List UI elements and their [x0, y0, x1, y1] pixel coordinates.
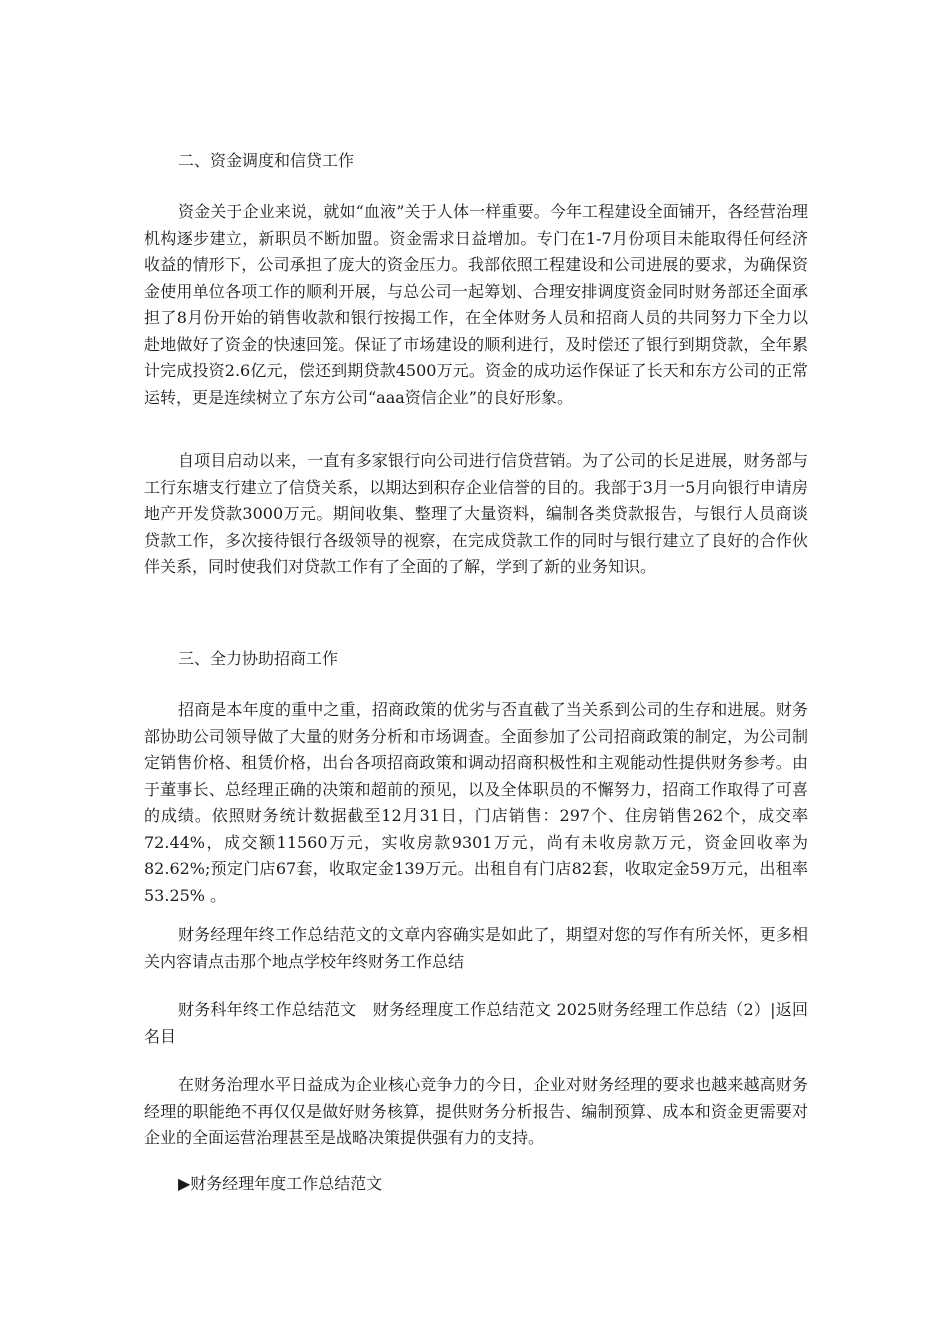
section-2-paragraph-1: 资金关于企业来说，就如“血液”关于人体一样重要。今年工程建设全面铺开，各经营治理机构逐步建立，新职员不断加盟。资金需求日益增加。专门在1-7月份项目未能取得任何经济收益的情形下，公司承担了庞大的资金压力。我部依照工程建设和公司进展的要求，为确保资金使用单位各项工作的顺利开展，与总公司一起筹划、合理安排调度资金同时财务部还全面承担了8月份开始的销售收款和银行按揭工作，在全体财务人员和招商人员的共同努力下全力以赴地做好了资金的快速回笼。保证了市场建设的顺利进行，及时偿还了银行到期贷款，全年累计完成投资2.6亿元，偿还到期贷款4500万元。资金的成功运作保证了长天和东方公司的正常运转，更是连续树立了东方公司“aaa资信企业”的良好形象。 — [144, 202, 808, 407]
section-3-paragraph-1: 招商是本年度的重中之重，招商政策的优劣与否直截了当关系到公司的生存和进展。财务部协助公司领导做了大量的财务分析和市场调查。全面参加了公司招商政策的制定，为公司制定销售价格、租赁价格，出台各项招商政策和调动招商积极性和主观能动性提供财务参考。由于董事长、总经理正确的决策和超前的预见，以及全体职员的不懈努力，招商工作取得了可喜的成绩。依照财务统计数据截至12月31日，门店销售：297个、住房销售262个，成交率72.44%，成交额11560万元，实收房款9301万元，尚有未收房款万元，资金回收率为82.62%;预定门店67套，收取定金139万元。出租自有门店82套，收取定金59万元，出租率53.25% 。 — [144, 700, 808, 905]
section-3-heading: 三、全力协助招商工作 — [178, 649, 339, 668]
related-links-paragraph[interactable]: 财务科年终工作总结范文 财务经理度工作总结范文 2025财务经理工作总结（2）|返回名目 — [144, 1000, 808, 1046]
intro-paragraph: 在财务治理水平日益成为企业核心竞争力的今日，企业对财务经理的要求也越来越高财务经理的职能绝不再仅仅是做好财务核算，提供财务分析报告、编制预算、成本和资金更需要对企业的全面运营治理甚至是战略决策提供强有力的支持。 — [144, 1075, 808, 1147]
section-2-heading: 二、资金调度和信贷工作 — [178, 151, 355, 170]
closing-paragraph: 财务经理年终工作总结范文的文章内容确实是如此了，期望对您的写作有所关怀，更多相关内容请点击那个地点学校年终财务工作总结 — [144, 925, 808, 971]
section-2-paragraph-2: 自项目启动以来，一直有多家银行向公司进行信贷营销。为了公司的长足进展，财务部与工行东塘支行建立了信贷关系，以期达到积存企业信誉的目的。我部于3月一5月向银行申请房地产开发贷款3000万元。期间收集、整理了大量资料，编制各类贷款报告，与银行人员商谈贷款工作，多次接待银行各级领导的视察，在完成贷款工作的同时与银行建立了良好的合作伙伴关系，同时使我们对贷款工作有了全面的了解，学到了新的业务知识。 — [144, 451, 808, 576]
bullet-link-item[interactable]: ▶财务经理年度工作总结范文 — [178, 1174, 383, 1193]
